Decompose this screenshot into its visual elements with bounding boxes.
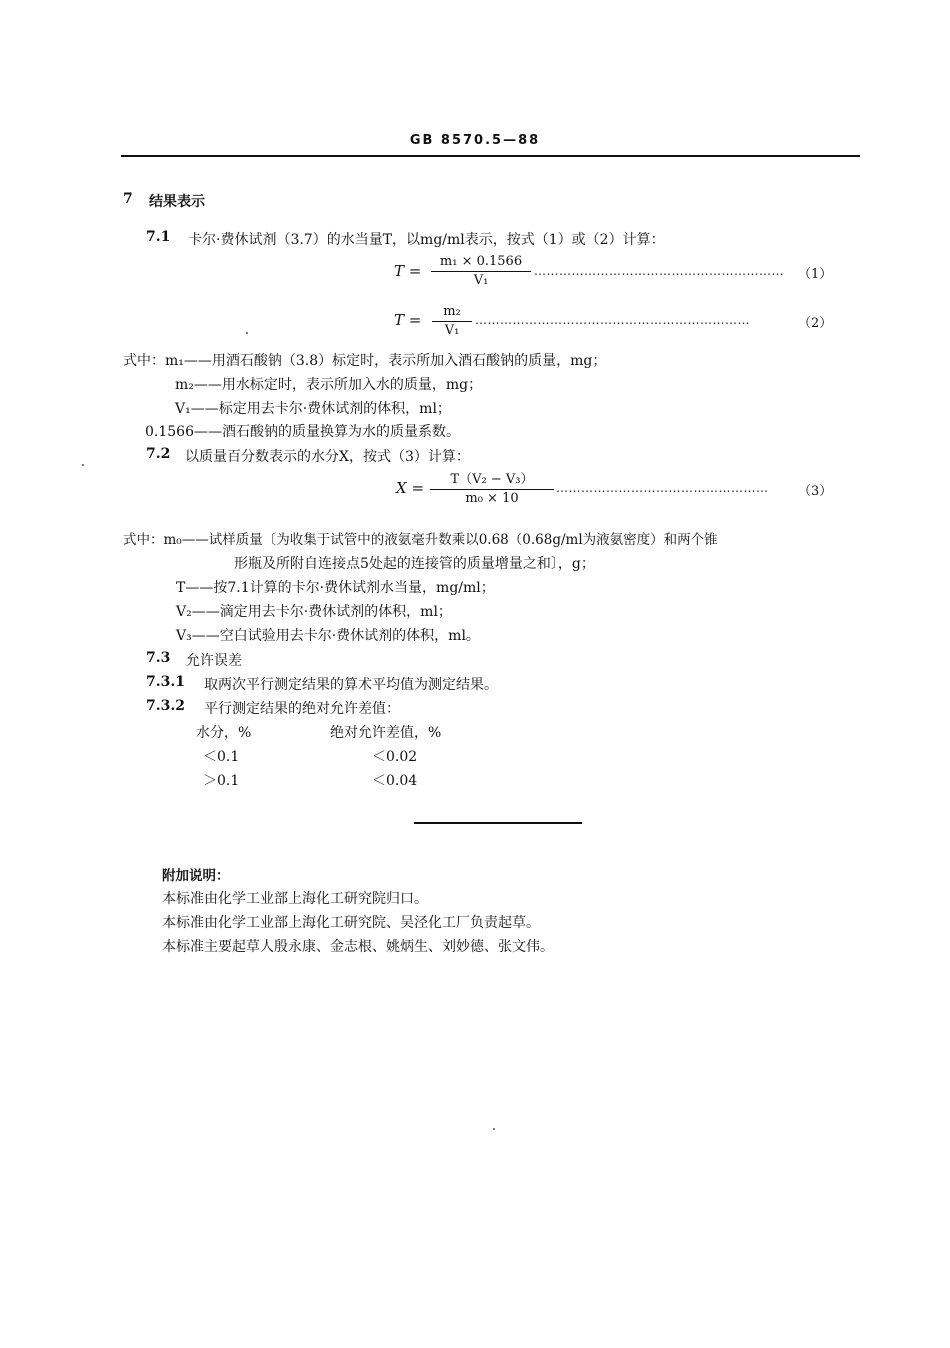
eq3-number: （3） (798, 484, 833, 499)
scan-speck (493, 1128, 495, 1130)
eq3-denominator: m₀ × 10 (465, 491, 519, 506)
eq3-where-m0: 式中：m₀——试样质量〔为收集于试管中的液氨毫升数乘以0.68（0.68g/ml为液氨密度）和两个锥 (123, 532, 718, 548)
section-7-3-1-text: 取两次平行测定结果的算术平均值为测定结果。 (204, 677, 498, 693)
eq1-where-v1: V₁——标定用去卡尔·费休试剂的体积，ml； (175, 401, 451, 417)
eq3-where-t: T——按7.1计算的卡尔·费休试剂水当量，mg/ml； (176, 580, 495, 596)
eq1-where-coefficient: 0.1566——酒石酸钠的质量换算为水的质量系数。 (145, 424, 460, 440)
table-row-1-tolerance: ＜0.02 (372, 749, 418, 765)
eq3-where-m0-continued: 形瓶及所附自连接点5处起的连接管的质量增量之和〕，g； (234, 556, 595, 572)
eq1-lhs: T = (394, 262, 422, 280)
scan-speck (82, 464, 84, 466)
end-of-standard-rule (414, 822, 582, 824)
table-header-tolerance: 绝对允许差值，% (330, 725, 442, 741)
eq3-lhs: X = (396, 479, 425, 497)
eq1-numerator: m₁ × 0.1566 (439, 254, 523, 269)
table-row-2-tolerance: ＜0.04 (372, 773, 418, 789)
section-7-2-number: 7.2 (146, 446, 171, 462)
section-7-3-title: 允许误差 (186, 653, 242, 669)
notes-line-1: 本标准由化学工业部上海化工研究院归口。 (162, 891, 428, 907)
section-7-1-number: 7.1 (146, 229, 171, 245)
section-7-2-text: 以质量百分数表示的水分X，按式（3）计算： (185, 449, 470, 465)
eq1-leader-dots: …………………………………………………… (534, 264, 784, 278)
eq1-where-m2: m₂——用水标定时，表示所加入水的质量，mg； (175, 377, 483, 393)
eq3-where-v3: V₃——空白试验用去卡尔·费休试剂的体积，ml。 (176, 628, 480, 644)
header-rule (121, 155, 860, 157)
eq3-numerator: T（V₂ − V₃） (450, 472, 534, 487)
eq1-where-m1: 式中：m₁——用酒石酸钠（3.8）标定时，表示所加入酒石酸钠的质量，mg； (123, 353, 607, 369)
notes-line-2: 本标准由化学工业部上海化工研究院、吴泾化工厂负责起草。 (162, 915, 540, 931)
eq2-number: （2） (798, 316, 833, 331)
eq3-where-v2: V₂——滴定用去卡尔·费休试剂的体积，ml； (176, 604, 452, 620)
eq1-fraction (431, 254, 531, 288)
notes-line-3: 本标准主要起草人殷永康、金志根、姚炳生、刘妙德、张文伟。 (162, 939, 554, 955)
section-7-3-1-number: 7.3.1 (146, 674, 185, 690)
eq3-fraction (430, 468, 554, 506)
eq1-number: （1） (798, 267, 833, 282)
section-7-title: 结果表示 (149, 194, 205, 210)
eq2-denominator: V₁ (444, 323, 460, 338)
eq2-leader-dots: ………………………………………………………… (475, 313, 750, 327)
section-7-3-2-number: 7.3.2 (146, 698, 185, 714)
table-header-moisture: 水分，% (196, 725, 252, 741)
eq1-denominator: V₁ (473, 273, 489, 288)
section-7-number: 7 (123, 191, 133, 207)
scan-speck (246, 332, 248, 334)
eq2-numerator: m₂ (443, 304, 461, 319)
eq3-leader-dots: …………………………………………… (556, 481, 769, 495)
notes-title: 附加说明： (162, 868, 230, 884)
section-7-3-2-text: 平行测定结果的绝对允许差值： (204, 701, 400, 717)
section-7-3-number: 7.3 (146, 650, 171, 666)
table-row-1-moisture: ＜0.1 (203, 749, 240, 765)
eq2-fraction (432, 304, 472, 338)
standard-code-header: GB 8570.5—88 (409, 133, 541, 148)
eq2-lhs: T = (394, 311, 422, 329)
section-7-1-text: 卡尔·费休试剂（3.7）的水当量T，以mg/ml表示，按式（1）或（2）计算： (188, 232, 665, 248)
table-row-2-moisture: ＞0.1 (203, 773, 240, 789)
